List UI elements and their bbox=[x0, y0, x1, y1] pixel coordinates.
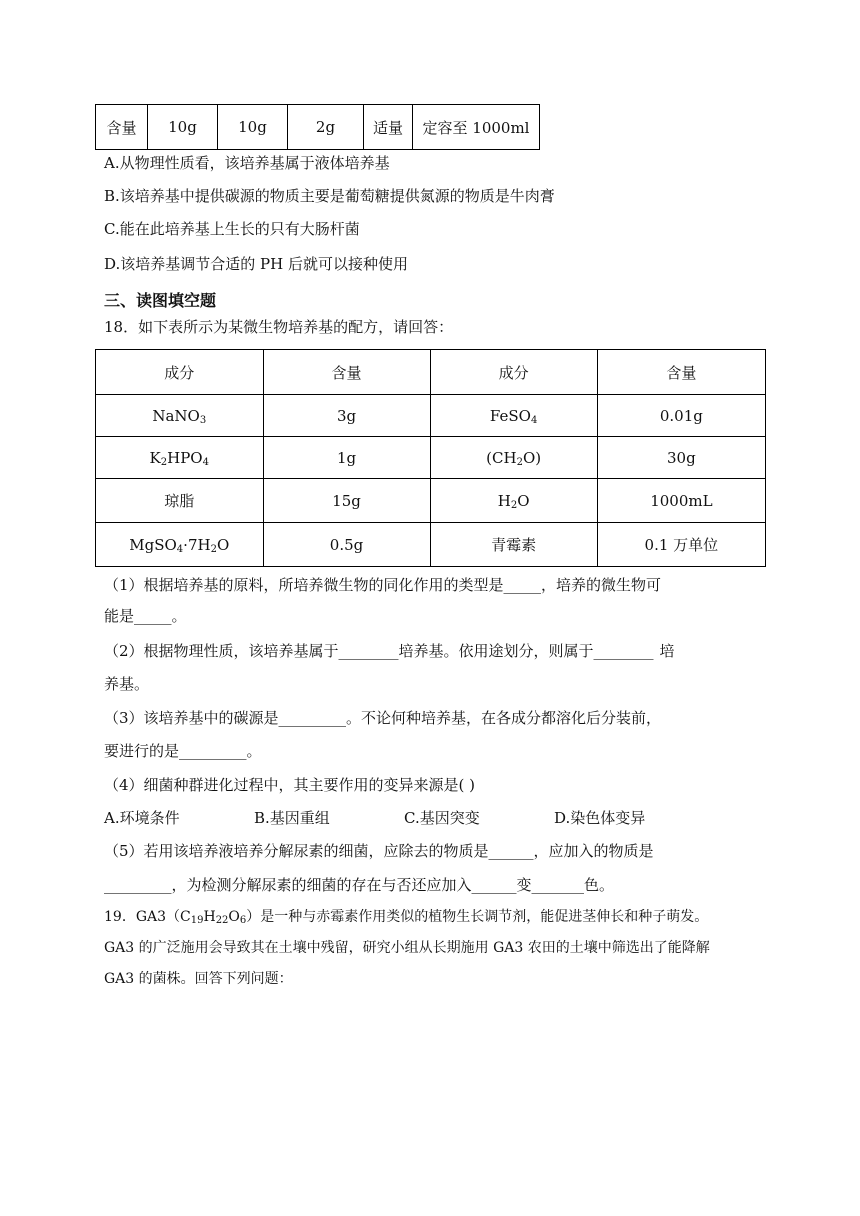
formula-subscript: 22 bbox=[215, 915, 229, 926]
table-cell bbox=[96, 523, 264, 567]
formula-text: K bbox=[149, 448, 161, 467]
table-header-row bbox=[96, 350, 766, 395]
formula-text: (CH bbox=[486, 448, 517, 467]
table-header-cell: 成分 bbox=[430, 350, 597, 395]
q18-part5-line1: （5）若用该培养液培养分解尿素的细菌，应除去的物质是______，应加入的物质是 bbox=[104, 842, 654, 860]
formula-text: O) bbox=[522, 448, 542, 467]
table-cell: 1g bbox=[263, 437, 430, 479]
formula-subscript: 4 bbox=[202, 456, 209, 468]
table-cell: 定容至 1000ml bbox=[413, 105, 540, 150]
q18-part2-line1 bbox=[104, 640, 675, 662]
q18-part3-line2: 要进行的是_________。 bbox=[104, 742, 262, 760]
formula-text: ·7H bbox=[183, 535, 211, 554]
q18-part5-line2: _________，为检测分解尿素的细菌的存在与否还应加入______变_______色。 bbox=[104, 876, 615, 894]
q18-part4-line1: （4）细菌种群进化过程中，其主要作用的变异来源是( ) bbox=[104, 776, 476, 794]
q19-text: H bbox=[203, 909, 216, 925]
formula-text: NaNO bbox=[152, 406, 200, 425]
q18-part4-option-d: D.染色体变异 bbox=[554, 809, 646, 827]
formula-text: MgSO bbox=[129, 535, 177, 554]
table-header-cell: 含量 bbox=[263, 350, 430, 395]
table-row bbox=[96, 437, 766, 479]
medium-table-top bbox=[95, 104, 540, 150]
formula-subscript: 2 bbox=[160, 456, 168, 468]
table-cell: 2g bbox=[288, 105, 364, 150]
q18-part2-line2: 养基。 bbox=[104, 675, 150, 693]
q18-part3-line1: （3）该培养基中的碳源是_________。不论何种培养基，在各成分都溶化后分装前， bbox=[104, 709, 662, 727]
q17-option-d: D.该培养基调节合适的 PH 后就可以接种使用 bbox=[104, 255, 408, 273]
table-header-cell: 含量 bbox=[597, 350, 765, 395]
table-cell: 10g bbox=[148, 105, 218, 150]
formula-text: O bbox=[216, 535, 230, 554]
table-cell bbox=[430, 395, 597, 437]
formula-subscript: 2 bbox=[510, 499, 518, 511]
table-cell: 3g bbox=[263, 395, 430, 437]
q19-text: 19．GA3（C bbox=[104, 909, 191, 925]
q19-text: ）是一种与赤霉素作用类似的植物生长调节剂，能促进茎伸长和种子萌发。 bbox=[246, 909, 709, 925]
q19-line3: GA3 的菌株。回答下列问题： bbox=[104, 971, 293, 987]
table-cell: 含量 bbox=[96, 105, 148, 150]
table-cell bbox=[430, 437, 597, 479]
table-cell: 30g bbox=[597, 437, 765, 479]
q17-option-c: C.能在此培养基上生长的只有大肠杆菌 bbox=[104, 220, 360, 238]
section-heading: 三、读图填空题 bbox=[104, 291, 217, 310]
table-cell: 0.1 万单位 bbox=[597, 523, 765, 567]
table-header-cell: 成分 bbox=[96, 350, 264, 395]
formula-text: O bbox=[517, 491, 530, 510]
q18-part4-option-a: A.环境条件 bbox=[104, 809, 180, 827]
q19-line2: GA3 的广泛施用会导致其在土壤中残留，研究小组从长期施用 GA3 农田的土壤中筛选出了能降解 bbox=[104, 940, 710, 956]
q18-stem: 18．如下表所示为某微生物培养基的配方，请回答： bbox=[104, 318, 454, 336]
table-row bbox=[96, 395, 766, 437]
table-cell: 0.01g bbox=[597, 395, 765, 437]
table-cell bbox=[430, 479, 597, 523]
q18-part4-option-b: B.基因重组 bbox=[254, 809, 330, 827]
table-cell bbox=[96, 395, 264, 437]
formula-subscript: 2 bbox=[210, 543, 217, 555]
q17-option-b: B.该培养基中提供碳源的物质主要是葡萄糖提供氮源的物质是牛肉膏 bbox=[104, 187, 555, 205]
q19-line1 bbox=[104, 907, 708, 927]
table-cell: 15g bbox=[263, 479, 430, 523]
formula-text: HPO bbox=[167, 448, 203, 467]
q18-part2-text: （2）根据物理性质，该培养基属于________培养基。依用途划分，则属于________ bbox=[104, 642, 654, 660]
formula-text: FeSO bbox=[489, 406, 531, 425]
table-cell: 0.5g bbox=[263, 523, 430, 567]
formula-subscript: 2 bbox=[516, 456, 523, 468]
table-cell bbox=[96, 437, 264, 479]
formula-subscript: 6 bbox=[239, 915, 247, 926]
formula-subscript: 4 bbox=[176, 543, 184, 555]
table-cell: 1000mL bbox=[597, 479, 765, 523]
table-cell: 青霉素 bbox=[430, 523, 597, 567]
q18-medium-table bbox=[95, 349, 766, 567]
q18-part2-text-end: 培 bbox=[659, 642, 675, 660]
q18-part1-line1: （1）根据培养基的原料，所培养微生物的同化作用的类型是_____，培养的微生物可 bbox=[104, 576, 662, 594]
table-row bbox=[96, 523, 766, 567]
q19-text: O bbox=[228, 909, 240, 925]
table-cell: 10g bbox=[218, 105, 288, 150]
formula-text: H bbox=[497, 491, 511, 510]
q18-part4-option-c: C.基因突变 bbox=[404, 809, 480, 827]
formula-subscript: 4 bbox=[530, 414, 538, 426]
q18-part1-line2: 能是_____。 bbox=[104, 607, 187, 625]
table-row bbox=[96, 105, 540, 150]
table-row bbox=[96, 479, 766, 523]
formula-subscript: 3 bbox=[199, 414, 207, 426]
formula-subscript: 19 bbox=[190, 915, 204, 926]
table-cell: 适量 bbox=[364, 105, 413, 150]
q17-option-a: A.从物理性质看，该培养基属于液体培养基 bbox=[104, 154, 390, 172]
table-cell: 琼脂 bbox=[96, 479, 264, 523]
